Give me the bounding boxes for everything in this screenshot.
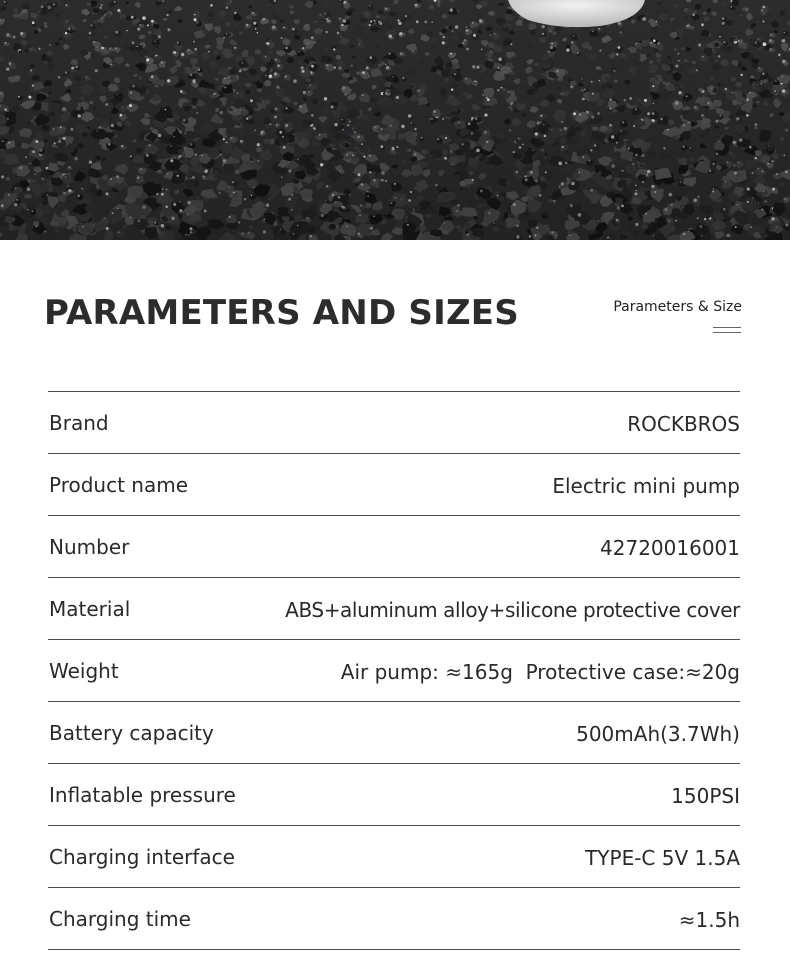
section-title: PARAMETERS AND SIZES: [44, 293, 519, 333]
spec-row-battery-capacity: [48, 702, 740, 764]
subtitle-divider-line: [713, 332, 741, 333]
spec-label: Inflatable pressure: [49, 783, 236, 807]
spec-value: Electric mini pump: [552, 474, 740, 498]
spec-row-number: [48, 516, 740, 578]
spec-label: Brand: [49, 411, 109, 435]
spec-row-product-name: [48, 454, 740, 516]
spec-row-brand: [48, 392, 740, 454]
spec-row-material: [48, 578, 740, 640]
spec-label: Material: [49, 597, 131, 621]
spec-label: Battery capacity: [49, 721, 214, 745]
spec-value: 150PSI: [671, 784, 740, 808]
hero-gravel-photo: [0, 0, 790, 240]
spec-value: ABS+aluminum alloy+silicone protective cover: [285, 598, 740, 622]
subtitle-divider-line: [713, 327, 741, 328]
spec-value: ROCKBROS: [627, 412, 740, 436]
spec-label: Charging time: [49, 907, 191, 931]
spec-value: Air pump: ≈165g Protective case:≈20g: [340, 660, 740, 684]
spec-row-inflatable-pressure: [48, 764, 740, 826]
spec-table: [48, 391, 740, 950]
spec-value: 500mAh(3.7Wh): [576, 722, 740, 746]
gravel-texture: [0, 0, 790, 240]
spec-row-charging-time: [48, 888, 740, 950]
spec-value: ≈1.5h: [678, 908, 740, 932]
spec-value: 42720016001: [600, 536, 740, 560]
spec-value: TYPE-C 5V 1.5A: [585, 846, 740, 870]
spec-label: Number: [49, 535, 130, 559]
spec-label: Product name: [49, 473, 189, 497]
spec-label: Charging interface: [49, 845, 235, 869]
spec-label: Weight: [49, 659, 119, 683]
spec-row-charging-interface: [48, 826, 740, 888]
spec-row-weight: [48, 640, 740, 702]
section-subtitle: Parameters & Size: [613, 299, 742, 315]
